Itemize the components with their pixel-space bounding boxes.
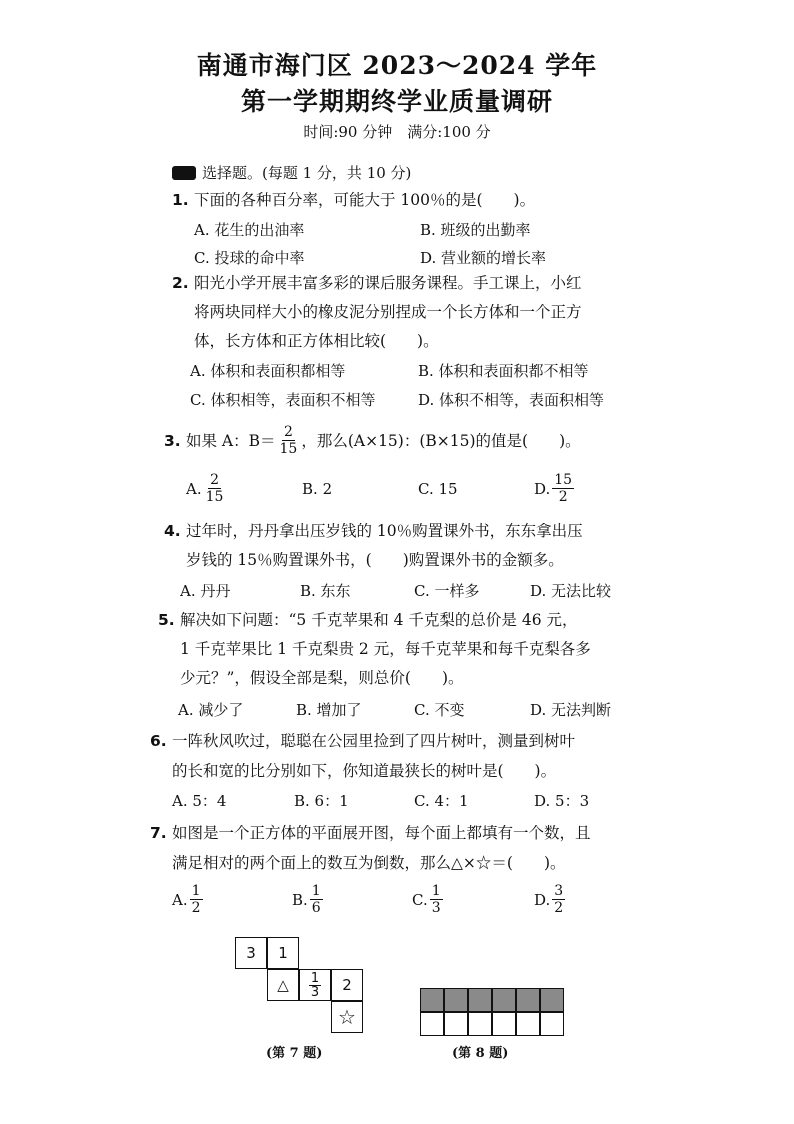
section-heading	[172, 162, 411, 183]
net-cell: 2	[331, 969, 363, 1001]
question-5-line-1: 5. 解决如下问题：“5 千克苹果和 4 千克梨的总价是 46 元，	[158, 611, 578, 629]
grid-cell-shaded	[516, 988, 540, 1012]
q4-option-a[interactable]: A. 丹丹	[180, 582, 231, 600]
net-cell: 1	[267, 937, 299, 969]
title-line-1: 南通市海门区 2023～2024 学年	[196, 51, 598, 80]
q7-option-a[interactable]: A. $\frac{1}{2}$	[172, 883, 201, 916]
q6-option-d[interactable]: D. 5：3	[534, 792, 590, 810]
q3-option-d[interactable]: D. $\frac{15}{2}$	[534, 472, 573, 505]
question-5-line-3: 少元？”，假设全部是梨，则总价( )。	[180, 669, 464, 687]
q1-option-b[interactable]: B. 班级的出勤率	[420, 221, 531, 239]
grid-cell-shaded	[468, 988, 492, 1012]
figure-8-caption: (第 8 题)	[452, 1046, 509, 1061]
q2-option-b[interactable]: B. 体积和表面积都不相等	[418, 362, 589, 380]
figure-7-caption: (第 7 题)	[266, 1046, 323, 1061]
question-6-line-1: 6. 一阵秋风吹过，聪聪在公园里捡到了四片树叶，测量到树叶	[150, 732, 576, 750]
net-cell-star-icon: ☆	[331, 1001, 363, 1033]
q4-option-c[interactable]: C. 一样多	[414, 582, 480, 600]
section-number-badge-icon	[172, 166, 196, 180]
question-2-line-3: 体，长方体和正方体相比较( )。	[194, 332, 439, 350]
q7-option-b[interactable]: B. $\frac{1}{6}$	[292, 883, 321, 916]
q3-option-c[interactable]: C. 15	[418, 480, 458, 498]
grid-cell-white	[444, 1012, 468, 1036]
figure-8-grid	[420, 988, 564, 1036]
q6-option-c[interactable]: C. 4：1	[414, 792, 469, 810]
question-4-line-2: 岁钱的 15％购置课外书，( )购置课外书的金额多。	[186, 551, 564, 569]
q5-option-a[interactable]: A. 减少了	[178, 701, 244, 719]
q5-option-d[interactable]: D. 无法判断	[530, 701, 612, 719]
net-cell: 3	[235, 937, 267, 969]
grid-cell-shaded	[420, 988, 444, 1012]
q2-option-d[interactable]: D. 体积不相等，表面积相等	[418, 391, 605, 409]
q2-option-a[interactable]: A. 体积和表面积都相等	[190, 362, 346, 380]
q1-option-d[interactable]: D. 营业额的增长率	[420, 249, 547, 267]
q4-option-b[interactable]: B. 东东	[300, 582, 351, 600]
title-line-2: 第一学期期终学业质量调研	[240, 87, 553, 116]
q1-option-c[interactable]: C. 投球的命中率	[194, 249, 305, 267]
question-2-line-2: 将两块同样大小的橡皮泥分别捏成一个长方体和一个正方	[194, 303, 582, 321]
net-cell-triangle-icon: △	[267, 969, 299, 1001]
question-2-line-1: 2. 阳光小学开展丰富多彩的课后服务课程。手工课上，小红	[172, 274, 582, 292]
grid-cell-white	[420, 1012, 444, 1036]
q6-option-b[interactable]: B. 6：1	[294, 792, 349, 810]
question-7-line-1: 7. 如图是一个正方体的平面展开图，每个面上都填有一个数，且	[150, 824, 591, 842]
grid-cell-shaded	[444, 988, 468, 1012]
q3-fraction: $\frac{2}{15}$	[279, 424, 298, 457]
question-3: 3. 如果 A：B＝ $\frac{2}{15}$ ，那么(A×15)：(B×15)的值是( )。	[164, 424, 581, 457]
question-7-line-2: 满足相对的两个面上的数互为倒数，那么△×☆＝( )。	[172, 854, 566, 872]
q7-option-d[interactable]: D. $\frac{3}{2}$	[534, 883, 564, 916]
question-4-line-1: 4. 过年时，丹丹拿出压岁钱的 10％购置课外书，东东拿出压	[164, 522, 583, 540]
q3-option-a[interactable]: A. $\frac{2}{15}$	[186, 472, 224, 505]
grid-cell-white	[492, 1012, 516, 1036]
grid-cell-white	[468, 1012, 492, 1036]
grid-cell-shaded	[492, 988, 516, 1012]
section-label: 选择题。(每题 1 分，共 10 分)	[202, 164, 412, 182]
q4-option-d[interactable]: D. 无法比较	[530, 582, 612, 600]
grid-cell-shaded	[540, 988, 564, 1012]
q5-option-b[interactable]: B. 增加了	[296, 701, 362, 719]
exam-info: 时间:90 分钟 满分:100 分	[303, 123, 491, 141]
q3-option-b[interactable]: B. 2	[302, 480, 333, 498]
grid-cell-white	[540, 1012, 564, 1036]
q2-option-c[interactable]: C. 体积相等，表面积不相等	[190, 391, 376, 409]
net-cell-fraction: $\frac{1}{3}$	[299, 969, 331, 1001]
q5-option-c[interactable]: C. 不变	[414, 701, 465, 719]
grid-cell-white	[516, 1012, 540, 1036]
q6-option-a[interactable]: A. 5：4	[172, 792, 227, 810]
question-6-line-2: 的长和宽的比分别如下，你知道最狭长的树叶是( )。	[172, 762, 557, 780]
q1-option-a[interactable]: A. 花生的出油率	[194, 221, 305, 239]
q7-option-c[interactable]: C. $\frac{1}{3}$	[412, 883, 441, 916]
question-1: 1. 下面的各种百分率，可能大于 100％的是( )。	[172, 191, 536, 209]
question-5-line-2: 1 千克苹果比 1 千克梨贵 2 元，每千克苹果和每千克梨各多	[180, 640, 591, 658]
